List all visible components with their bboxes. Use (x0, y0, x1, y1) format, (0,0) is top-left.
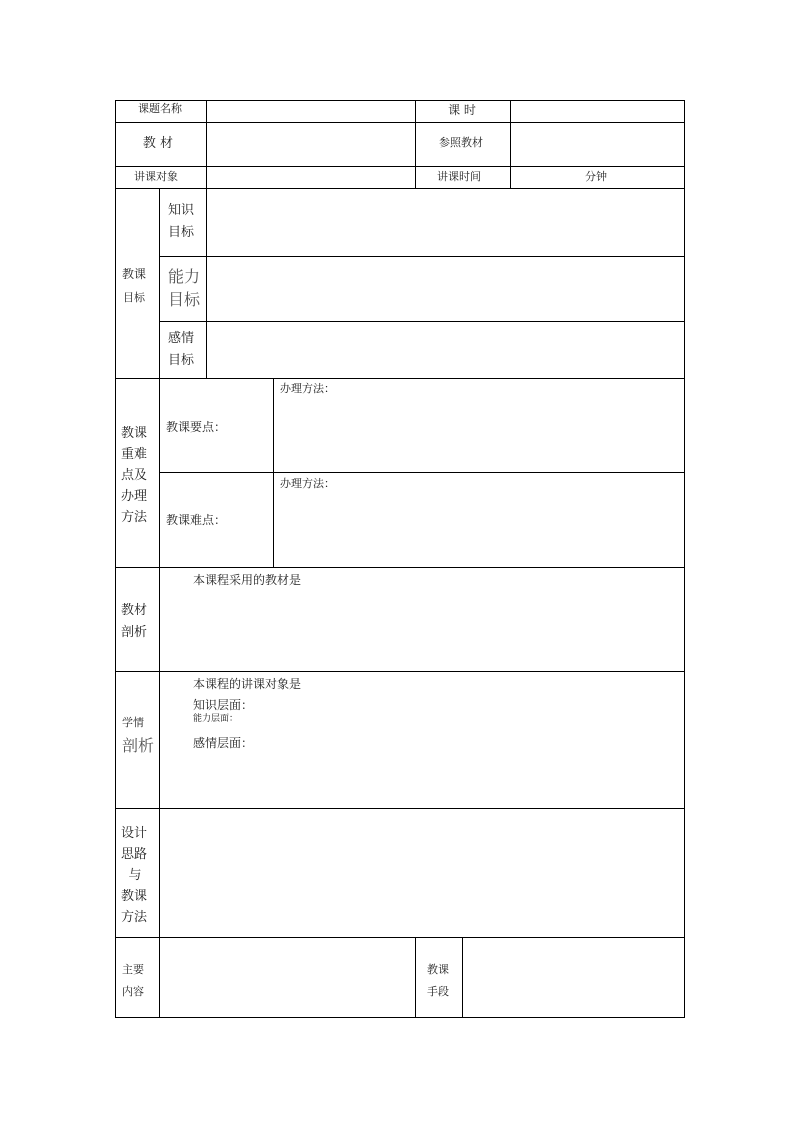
design-label-line1: 设计 (121, 826, 148, 841)
learner-intro-text: 本课程的讲课对象是 (193, 677, 302, 691)
knowledge-goal-label-line2: 目标 (168, 225, 195, 240)
rule (115, 122, 685, 123)
hours-label: 课 时 (448, 103, 476, 117)
keypoints-label-line5: 方法 (121, 510, 148, 525)
knowledge-goal-label-line1: 知识 (168, 203, 195, 218)
learner-analysis-label-line2: 剖析 (122, 736, 155, 755)
rule (115, 378, 685, 379)
rule (115, 808, 685, 809)
textbook-label: 教 材 (142, 136, 174, 151)
rule (462, 937, 463, 1017)
design-label-line2: 思路 (121, 847, 148, 862)
design-label-line4: 教课 (121, 889, 148, 904)
duration-unit: 分钟 (585, 170, 607, 183)
rule (159, 188, 160, 1017)
knowledge-goal-field[interactable] (208, 190, 683, 255)
ability-goal-field[interactable] (208, 258, 683, 320)
reference-textbook-field[interactable] (512, 124, 683, 165)
emotion-goal-label-line1: 感情 (168, 331, 195, 346)
textbook-analysis-label-line2: 剖析 (121, 625, 148, 640)
difficult-point-method-label: 办理方法： (280, 477, 335, 490)
design-label-line3: 与 (128, 868, 142, 883)
keypoints-label-line1: 教课 (121, 426, 148, 441)
key-point-label: 教课要点： (166, 420, 227, 434)
difficult-point-method-field[interactable] (275, 492, 683, 566)
textbook-analysis-field[interactable] (161, 590, 683, 670)
rule (206, 188, 207, 378)
keypoints-label-line4: 办理 (121, 489, 148, 504)
rule (273, 378, 274, 567)
main-content-field[interactable] (161, 939, 414, 1016)
teaching-means-field[interactable] (464, 939, 683, 1016)
rule (115, 937, 685, 938)
rule (115, 166, 685, 167)
design-field[interactable] (161, 810, 683, 936)
teaching-means-label-line1: 教课 (427, 963, 449, 976)
duration-label: 讲课时间 (437, 170, 481, 183)
textbook-field[interactable] (208, 124, 414, 165)
rule (159, 472, 685, 473)
design-label-line5: 方法 (121, 910, 148, 925)
goals-label-line2: 目标 (123, 291, 145, 304)
rule (684, 100, 685, 1018)
audience-field[interactable] (208, 168, 414, 187)
learner-knowledge-text: 知识层面： (193, 698, 254, 712)
teaching-means-label-line2: 手段 (427, 985, 449, 998)
rule (415, 937, 416, 1017)
main-content-label-line1: 主要 (122, 963, 144, 976)
goals-label-line1: 教课 (122, 267, 147, 281)
learner-analysis-field[interactable] (161, 755, 683, 807)
rule (115, 671, 685, 672)
learner-ability-text: 能力层面： (193, 714, 239, 724)
rule (115, 188, 685, 189)
rule (115, 100, 685, 101)
course-name-field[interactable] (208, 102, 414, 121)
ability-goal-label-line2: 目标 (168, 290, 201, 309)
rule (415, 100, 416, 188)
main-content-label-line2: 内容 (122, 985, 144, 998)
rule (115, 100, 116, 1018)
rule (510, 100, 511, 188)
textbook-analysis-label-line1: 教材 (121, 603, 148, 618)
rule (115, 1017, 685, 1018)
key-point-method-label: 办理方法： (280, 382, 335, 395)
rule (206, 100, 207, 188)
learner-emotion-text: 感情层面： (193, 736, 254, 750)
audience-label: 讲课对象 (134, 170, 178, 183)
course-name-label: 课题名称 (138, 102, 182, 115)
rule (115, 567, 685, 568)
rule (159, 321, 685, 322)
hours-field[interactable] (512, 102, 683, 121)
keypoints-label-line3: 点及 (121, 468, 148, 483)
rule (159, 256, 685, 257)
emotion-goal-field[interactable] (208, 323, 683, 377)
ability-goal-label-line1: 能力 (168, 267, 201, 286)
keypoints-label-line2: 重难 (121, 447, 148, 462)
reference-textbook-label: 参照教材 (439, 136, 483, 149)
key-point-method-field[interactable] (275, 397, 683, 471)
difficult-point-label: 教课难点： (166, 513, 227, 527)
emotion-goal-label-line2: 目标 (168, 353, 195, 368)
textbook-analysis-text: 本课程采用的教材是 (193, 573, 302, 587)
learner-analysis-label-line1: 学情 (122, 716, 144, 729)
